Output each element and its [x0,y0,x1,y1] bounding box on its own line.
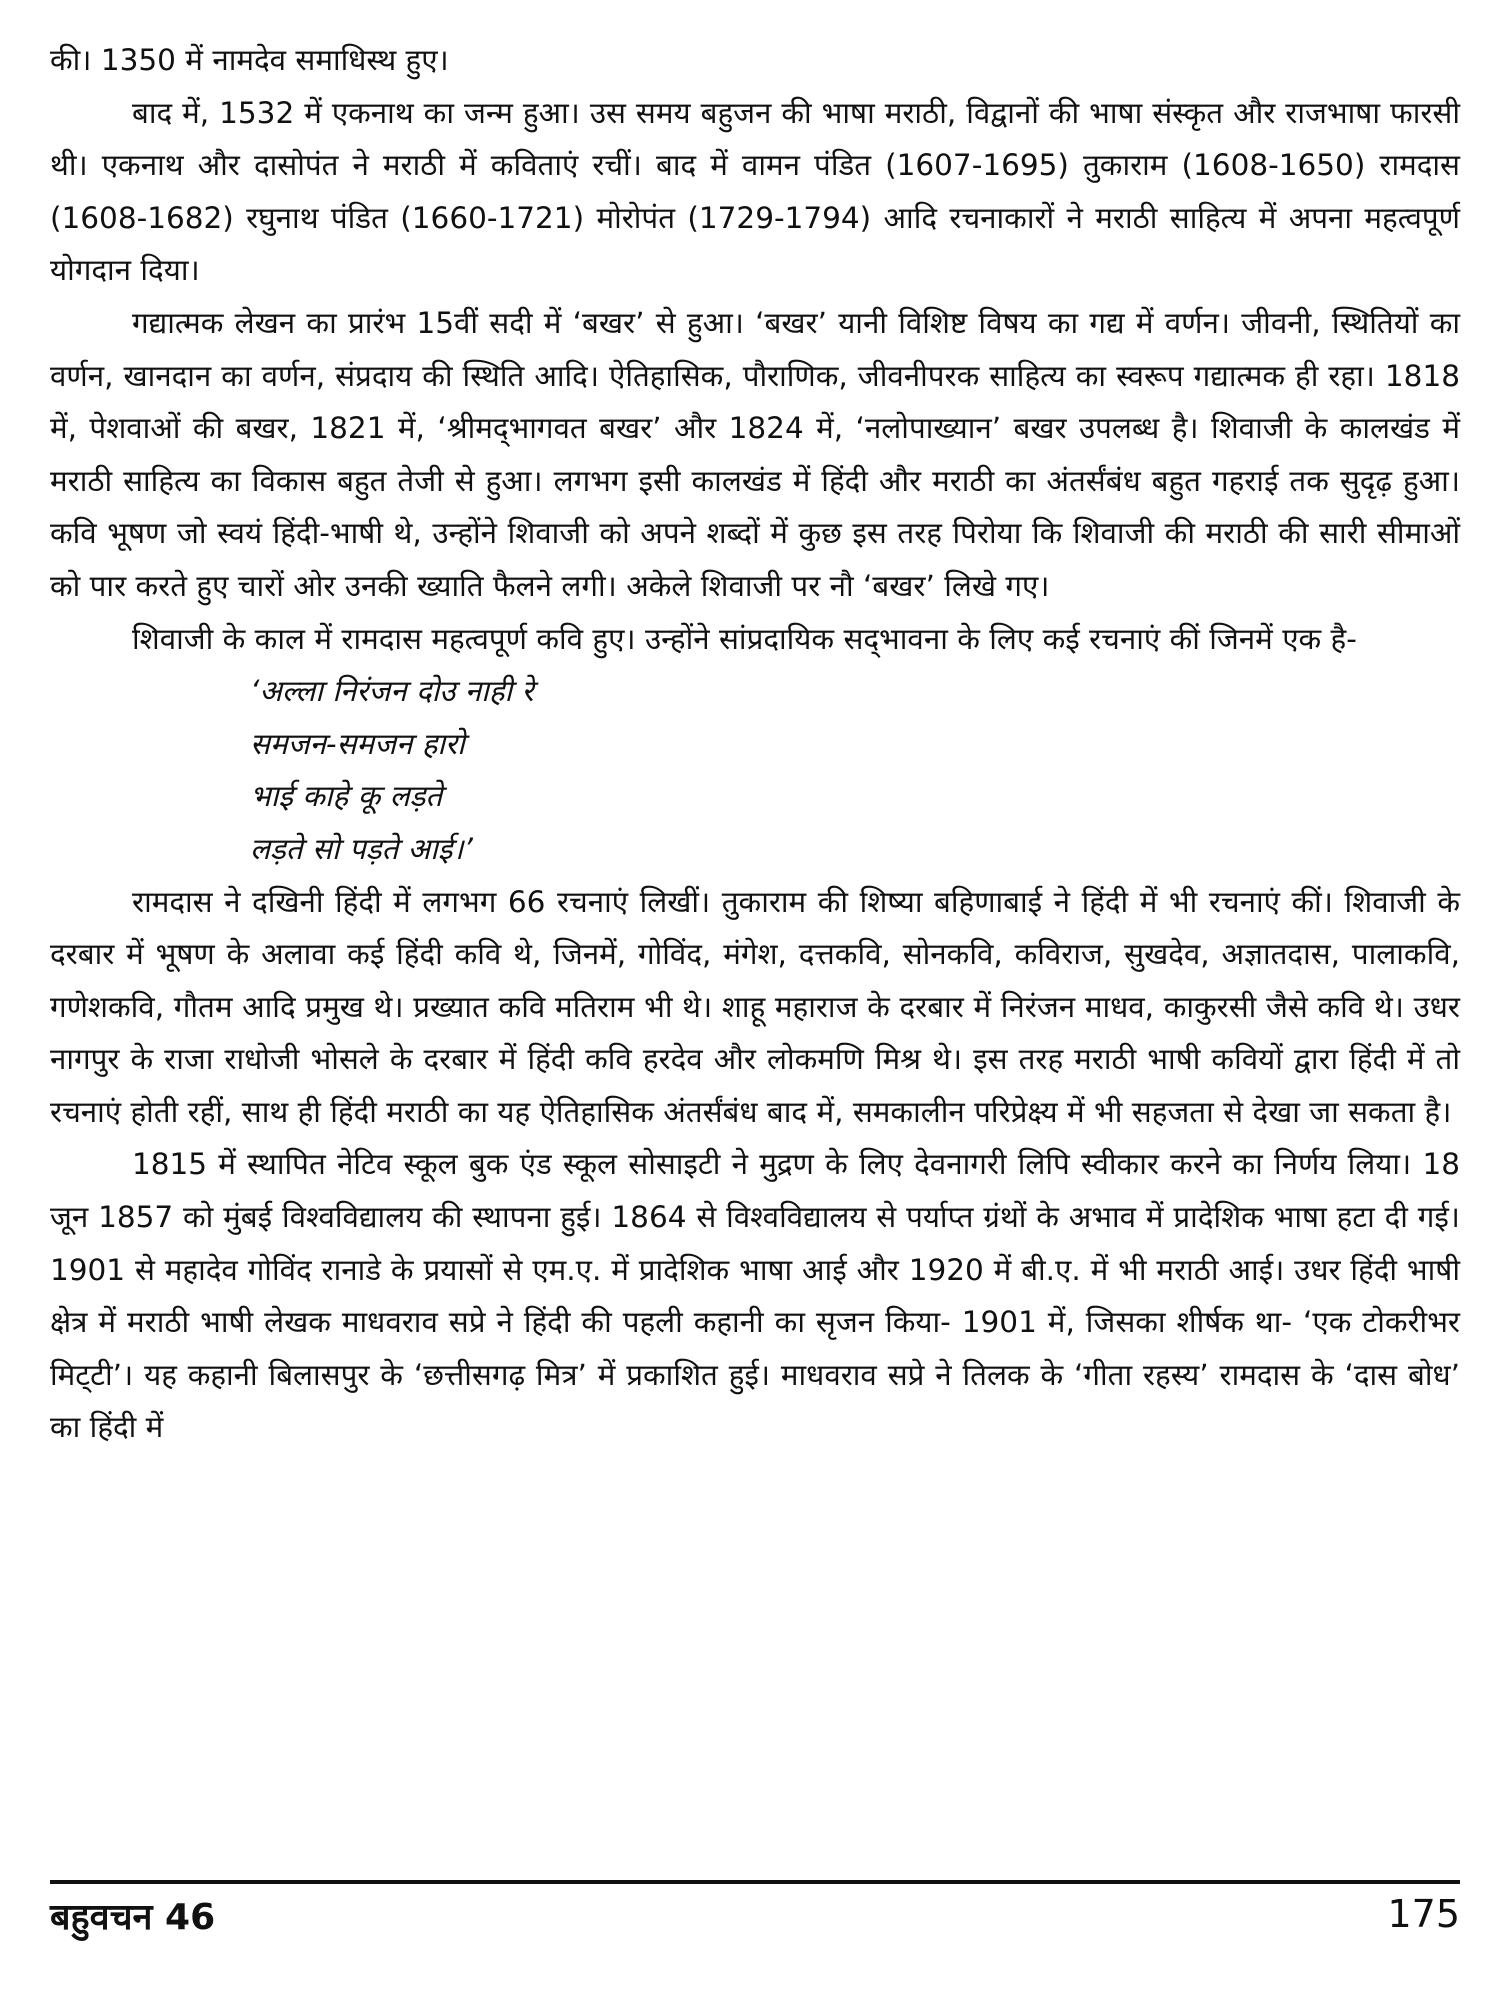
body-text [50,34,1460,1454]
verse-quote [50,665,1460,875]
verse-line: ‘अल्ला निरंजन दोउ नाही रे [250,674,534,709]
paragraph-ramdas: शिवाजी के काल में रामदास महत्वपूर्ण कवि हुए। उन्होंने सांप्रदायिक सद्‌भावना के लिए कई रचनाएं कीं जिनमें एक है- [132,621,1357,656]
verse-line: लड़ते सो पड़ते आई।’ [250,831,473,866]
verse-line: भाई काहे कू लड़ते [250,779,443,814]
page-number: 175 [1387,1892,1460,1936]
journal-name: बहुवचन 46 [50,1897,216,1938]
paragraph-bakhar: गद्यात्मक लेखन का प्रारंभ 15वीं सदी में ‘बखर’ से हुआ। ‘बखर’ यानी विशिष्ट विषय का गद्य में वर्णन। जीवनी, स्थितियों का वर्णन, खानदान का वर्णन, संप्रदाय की स्थिति आदि। ऐतिहासिक, पौराणिक, जीवनीपरक साहित्य का स्वरूप गद्यात्मक ही रहा। 1818 में, पेशवाओं की बखर, 1821 में, ‘श्रीमद्‌भागवत बखर’ और 1824 में, ‘नलोपाख्यान’ बखर उपलब्ध है। शिवाजी के कालखंड में मराठी साहित्य का विकास बहुत तेजी से हुआ। लगभग इसी कालखंड में हिंदी और मराठी का अंतर्संबंध बहुत गहराई तक सुदृढ़ हुआ। कवि भूषण जो स्वयं हिंदी-भाषी थे, उन्होंने शिवाजी को अपने शब्दों में कुछ इस तरह पिरोया कि शिवाजी की मराठी की सारी सीमाओं को पार करते हुए चारों ओर उनकी ख्याति फैलने लगी। अकेले शिवाजी पर नौ ‘बखर’ लिखे गए। [50,305,1460,603]
paragraph-eknath: बाद में, 1532 में एकनाथ का जन्म हुआ। उस समय बहुजन की भाषा मराठी, विद्वानों की भाषा संस्कृत और राजभाषा फारसी थी। एकनाथ और दासोपंत ने मराठी में कविताएं रचीं। बाद में वामन पंडित (1607-1695) तुकाराम (1608-1650) रामदास (1608-1682) रघुनाथ पंडित (1660-1721) मोरोपंत (1729-1794) आदि रचनाकारों ने मराठी साहित्य में अपना महत्वपूर्ण योगदान दिया। [50,95,1460,288]
paragraph-continuation: की। 1350 में नामदेव समाधिस्थ हुए। [50,43,449,77]
paragraph-dakhini: रामदास ने दखिनी हिंदी में लगभग 66 रचनाएं लिखीं। तुकाराम की शिष्या बहिणाबाई ने हिंदी में भी रचनाएं कीं। शिवाजी के दरबार में भूषण के अलावा कई हिंदी कवि थे, जिनमें, गोविंद, मंगेश, दत्तकवि, सोनकवि, कविराज, सुखदेव, अज्ञातदास, पालाकवि, गणेशकवि, गौतम आदि प्रमुख थे। प्रख्यात कवि मतिराम भी थे। शाहू महाराज के दरबार में निरंजन माधव, काकुरसी जैसे कवि थे। उधर नागपुर के राजा राधोजी भोसले के दरबार में हिंदी कवि हरदेव और लोकमणि मिश्र थे। इस तरह मराठी भाषी कवियों द्वारा हिंदी में तो रचनाएं होती रहीं, साथ ही हिंदी मराठी का यह ऐतिहासिक अंतर्संबंध बाद में, समकालीन परिप्रेक्ष्य में भी सहजता से देखा जा सकता है। [50,884,1460,1129]
footer-rule [50,1880,1460,1884]
paragraph-school-society: 1815 में स्थापित नेटिव स्कूल बुक एंड स्कूल सोसाइटी ने मुद्रण के लिए देवनागरी लिपि स्वीकार करने का निर्णय लिया। 18 जून 1857 को मुंबई विश्वविद्यालय की स्थापना हुई। 1864 से विश्वविद्यालय से पर्याप्त ग्रंथों के अभाव में प्रादेशिक भाषा हटा दी गई। 1901 से महादेव गोविंद रानाडे के प्रयासों से एम.ए. में प्रादेशिक भाषा आई और 1920 में बी.ए. में भी मराठी आई। उधर हिंदी भाषी क्षेत्र में मराठी भाषी लेखक माधवराव सप्रे ने हिंदी की पहली कहानी का सृजन किया- 1901 में, जिसका शीर्षक था- ‘एक टोकरीभर मिट्‌टी’। यह कहानी बिलासपुर के ‘छत्तीसगढ़ मित्र’ में प्रकाशित हुई। माधवराव सप्रे ने तिलक के ‘गीता रहस्य’ रामदास के ‘दास बोध’ का हिंदी में [50,1147,1460,1445]
verse-line: समजन-समजन हारो [250,726,465,761]
